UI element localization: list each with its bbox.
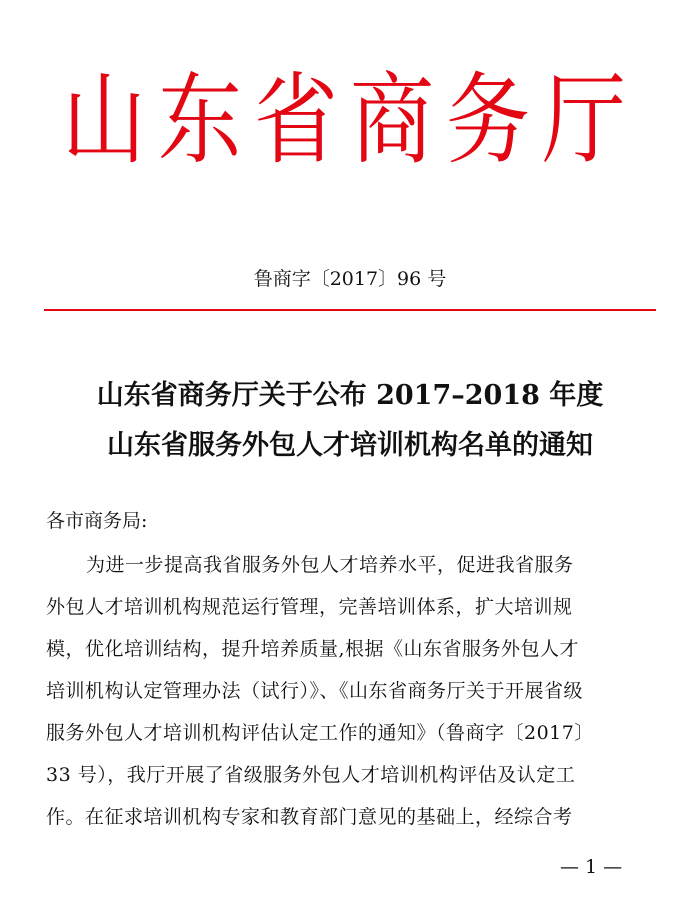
body-line-2: 外包人才培训机构规范运行管理，完善培训体系，扩大培训规 bbox=[46, 596, 573, 618]
body-line-4: 培训机构认定管理办法（试行）》、《山东省商务厅关于开展省级 bbox=[46, 680, 584, 702]
masthead-title: 山东省商务厅 bbox=[61, 61, 638, 178]
body-line-5: 服务外包人才培训机构评估认定工作的通知》（鲁商字〔2017〕 bbox=[46, 722, 594, 744]
notice-title-line-2: 山东省服务外包人才培训机构名单的通知 bbox=[107, 430, 593, 461]
body-line-3: 模，优化培训结构，提升培养质量,根据《山东省服务外包人才 bbox=[46, 638, 580, 660]
document-number: 鲁商字〔2017〕96 号 bbox=[253, 268, 447, 290]
page-number: — 1 — bbox=[560, 856, 623, 878]
body-line-6: 33 号），我厅开展了省级服务外包人才培训机构评估及认定工 bbox=[46, 764, 576, 786]
salutation: 各市商务局: bbox=[46, 510, 148, 532]
body-line-1: 为进一步提高我省服务外包人才培养水平，促进我省服务 bbox=[86, 554, 574, 576]
red-divider-line bbox=[44, 309, 656, 311]
notice-title-line-1: 山东省商务厅关于公布 2017–2018 年度 bbox=[96, 380, 604, 411]
body-line-7: 作。在征求培训机构专家和教育部门意见的基础上，经综合考 bbox=[46, 806, 573, 828]
